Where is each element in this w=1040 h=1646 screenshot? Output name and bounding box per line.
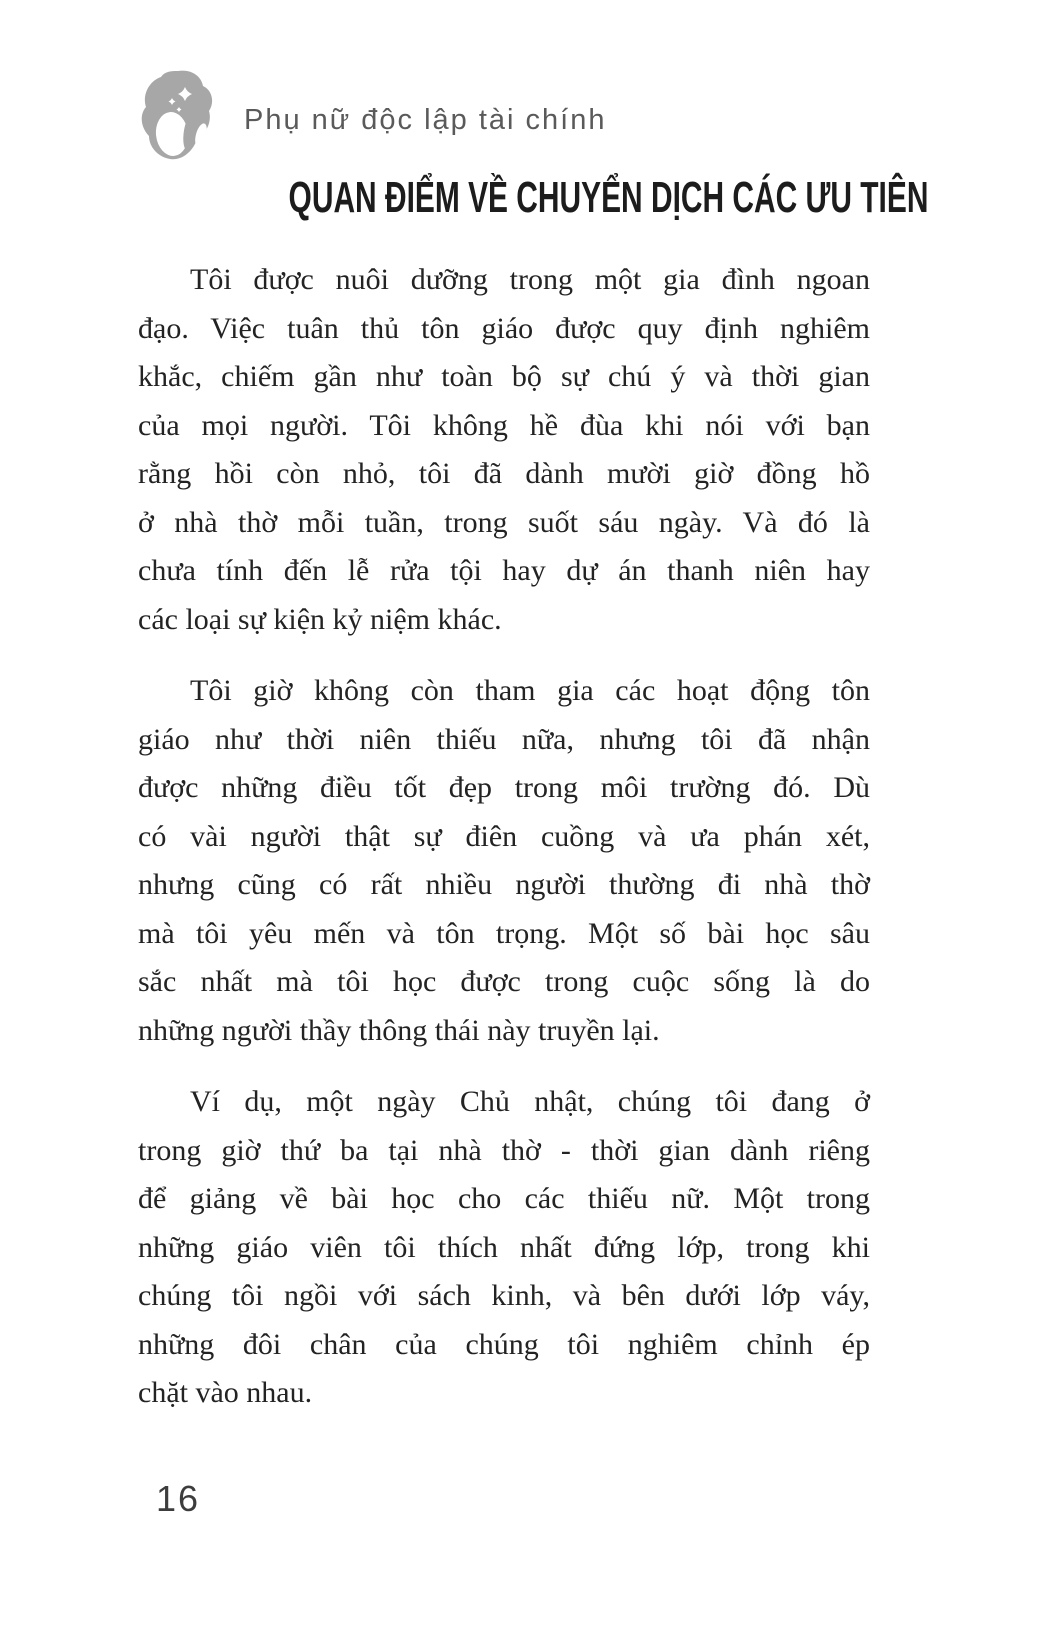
page-body bbox=[138, 256, 870, 1441]
body-line: chưa tính đến lễ rửa tội hay dự án thanh niên hay bbox=[138, 554, 870, 587]
body-line: mà tôi yêu mến và tôn trọng. Một số bài học sâu bbox=[138, 916, 870, 950]
body-line: giáo như thời niên thiếu nữa, nhưng tôi đã nhận bbox=[138, 722, 870, 756]
body-line: Ví dụ, một ngày Chủ nhật, chúng tôi đang ở bbox=[190, 1085, 870, 1118]
body-line: sắc nhất mà tôi học được trong cuộc sống là do bbox=[138, 965, 870, 998]
body-line: được những điều tốt đẹp trong môi trường đó. Dù bbox=[138, 771, 870, 804]
body-line: để giảng về bài học cho các thiếu nữ. Một trong bbox=[138, 1182, 870, 1215]
body-line: ở nhà thờ mỗi tuần, trong suốt sáu ngày. Và đó là bbox=[138, 505, 870, 539]
body-line: những giáo viên tôi thích nhất đứng lớp, trong khi bbox=[138, 1230, 870, 1264]
body-line: Tôi giờ không còn tham gia các hoạt động tôn bbox=[190, 674, 870, 707]
paragraph bbox=[138, 667, 870, 1055]
body-line: chặt vào nhau. bbox=[138, 1376, 313, 1409]
body-line: các loại sự kiện kỷ niệm khác. bbox=[138, 602, 502, 636]
section-title-text: QUAN ĐIỂM VỀ CHUYỂN DỊCH CÁC ƯU TIÊN bbox=[288, 173, 929, 222]
paragraph bbox=[138, 1078, 870, 1418]
page-number: 16 bbox=[156, 1478, 201, 1519]
body-line: chúng tôi ngồi với sách kinh, và bên dưới lớp váy, bbox=[138, 1279, 870, 1312]
body-line: những người thầy thông thái này truyền lại. bbox=[138, 1013, 660, 1047]
section-title bbox=[138, 173, 929, 222]
body-line: những đôi chân của chúng tôi nghiêm chỉnh ép bbox=[138, 1327, 870, 1361]
body-line: khắc, chiếm gần như toàn bộ sự chú ý và thời gian bbox=[138, 360, 870, 393]
body-line: rằng hồi còn nhỏ, tôi đã dành mười giờ đồng hồ bbox=[138, 457, 870, 490]
body-line: nhưng cũng có rất nhiều người thường đi nhà thờ bbox=[138, 868, 870, 901]
body-line: có vài người thật sự điên cuồng và ưa phán xét, bbox=[138, 819, 870, 853]
paragraph bbox=[138, 256, 870, 644]
running-header bbox=[138, 68, 606, 162]
body-line: của mọi người. Tôi không hề đùa khi nói với bạn bbox=[138, 408, 870, 442]
body-line: trong giờ thứ ba tại nhà thờ - thời gian dành riêng bbox=[138, 1133, 870, 1167]
body-line: Tôi được nuôi dưỡng trong một gia đình ngoan bbox=[190, 263, 870, 296]
book-title: Phụ nữ độc lập tài chính bbox=[244, 103, 607, 136]
body-line: đạo. Việc tuân thủ tôn giáo được quy định nghiêm bbox=[138, 311, 870, 345]
woman-with-sparkles-icon bbox=[138, 68, 218, 162]
